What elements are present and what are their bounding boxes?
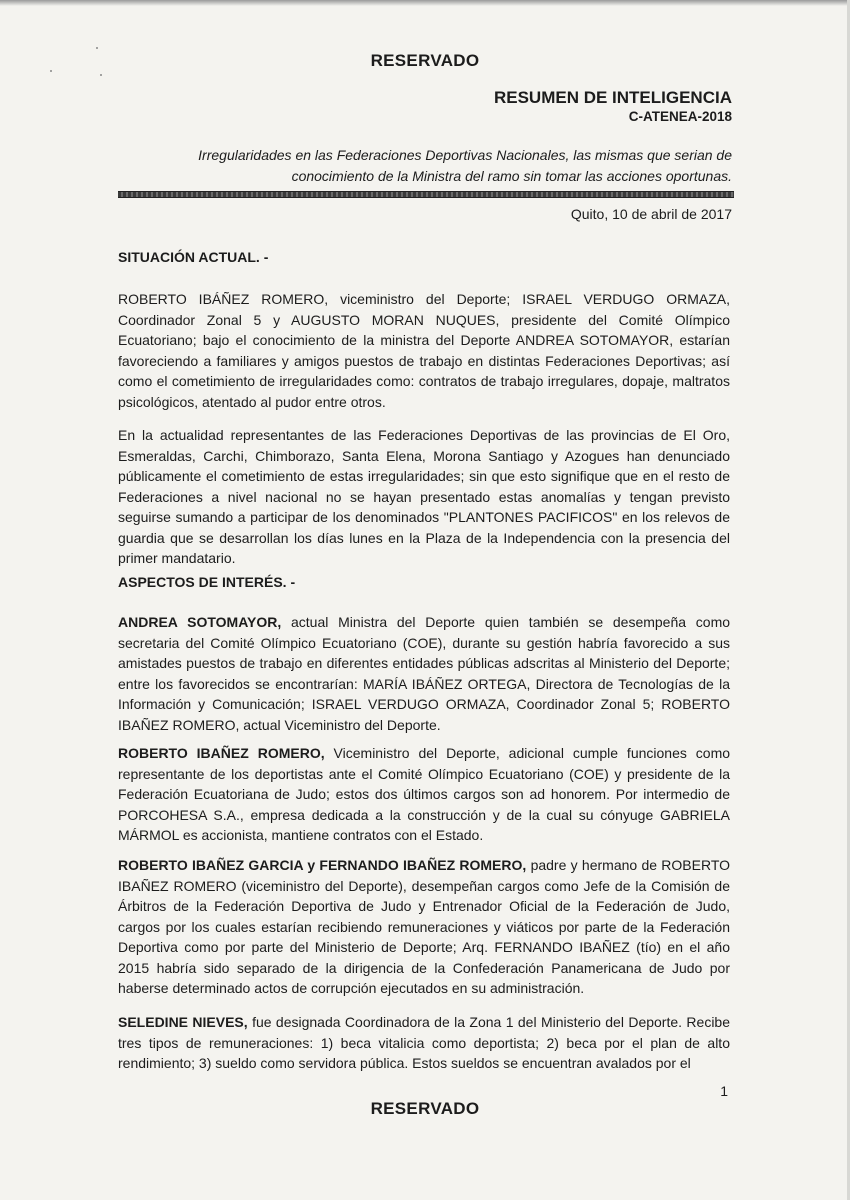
situacion-heading: SITUACIÓN ACTUAL. -	[118, 249, 269, 265]
person-name: SELEDINE NIEVES,	[118, 1014, 248, 1030]
document-subject: Irregularidades en las Federaciones Deportivas Nacionales, las mismas que serian de conocimiento de la Ministra del ramo sin tomar las acciones oportunas.	[198, 147, 732, 184]
situacion-paragraph-1: ROBERTO IBÁÑEZ ROMERO, viceministro del Deporte; ISRAEL VERDUGO ORMAZA, Coordinador Zonal 5 y AUGUSTO MORAN NUQUES, presidente del Comité Olímpico Ecuatoriano; bajo el conocimiento de la ministra del Deporte ANDREA SOTOMAYOR, estarían favoreciendo a familiares y amigos puestos de trabajo en distintas Federaciones Deportivas; así como el cometimiento de irregularidades como: contratos de trabajo irregulares, dopaje, maltratos psicológicos, atentado al pudor entre otros.	[118, 291, 730, 410]
scan-speck	[100, 74, 102, 76]
person-name: ROBERTO IBAÑEZ GARCIA y FERNANDO IBAÑEZ ROMERO,	[118, 857, 527, 873]
aspectos-heading: ASPECTOS DE INTERÉS. -	[118, 574, 296, 590]
person-name: ANDREA SOTOMAYOR,	[118, 614, 282, 630]
header-divider	[118, 191, 734, 198]
aspecto-paragraph	[118, 743, 730, 846]
person-name: ROBERTO IBAÑEZ ROMERO,	[118, 745, 325, 761]
aspecto-text: Viceministro del Deporte, adicional cumple funciones como representante de los deportistas ante el Comité Olímpico Ecuatoriano (COE) y presidente de la Federación Ecuatoriana de Judo; estos dos últimos cargos son ad honorem. Por intermedio de PORCOHESA S.A., empresa dedicada a la construcción y de la cual su cónyuge GABRIELA MÁRMOL es accionista, mantiene contratos con el Estado.	[118, 745, 731, 843]
classification-footer: RESERVADO	[370, 1099, 480, 1118]
aspecto-paragraph	[118, 1012, 730, 1074]
aspecto-text: fue designada Coordinadora de la Zona 1 del Ministerio del Deporte. Recibe tres tipos de remuneraciones: 1) beca vitalicia como deportista; 2) beca por el plan de alto rendimiento; 3) sueldo como servidora pública. Estos sueldos se encuentran avalados por el	[118, 1014, 731, 1071]
page-number: 1	[720, 1083, 728, 1099]
document-date: Quito, 10 de abril de 2017	[570, 206, 732, 222]
aspecto-paragraph	[118, 855, 730, 999]
scan-top-edge	[0, 0, 850, 6]
aspecto-text: padre y hermano de ROBERTO IBAÑEZ ROMERO (viceministro del Deporte), desempeñan cargos como Jefe de la Comisión de Árbitros de la Federación Deportiva de Judo y Entrenador Oficial de la Federación de Judo, cargos por los cuales estarían recibiendo remuneraciones y viáticos por parte de la Federación Deportiva como por parte del Ministerio de Deporte; Arq. FERNANDO IBAÑEZ (tío) en el año 2015 habría sido separado de la dirigencia de la Confederación Panamericana de Judo por haberse determinado actos de corrupción ejecutados en su administración.	[118, 857, 731, 996]
aspecto-paragraph	[118, 612, 730, 735]
situacion-paragraph-2: En la actualidad representantes de las Federaciones Deportivas de las provincias de El Oro, Esmeraldas, Carchi, Chimborazo, Santa Elena, Morona Santiago y Azogues han denunciado públicamente el cometimiento de estas irregularidades; sin que esto signifique que en el resto de Federaciones a nivel nacional no se hayan presentado estas anomalías y tengan previsto seguirse sumando a participar de los denominados "PLANTONES PACIFICOS" en los relevos de guardia que se desarrollan los días lunes en la Plaza de la Independencia con la presencia del primer mandatario.	[118, 427, 730, 566]
aspecto-text: actual Ministra del Deporte quien también se desempeña como secretaria del Comité Olímpico Ecuatoriano (COE), durante su gestión habría favorecido a sus amistades puestos de trabajo en diferentes entidades públicas adscritas al Ministerio del Deporte; entre los favorecidos se encontrarían: MARÍA IBÁÑEZ ORTEGA, Directora de Tecnologías de la Información y Comunicación; ISRAEL VERDUGO ORMAZA, Coordinador Zonal 5; ROBERTO IBAÑEZ ROMERO, actual Viceministro del Deporte.	[118, 614, 731, 733]
document-title: RESUMEN DE INTELIGENCIA	[493, 88, 732, 107]
classification-header: RESERVADO	[370, 51, 480, 70]
scan-speck	[96, 47, 98, 49]
document-code: C-ATENEA-2018	[628, 109, 732, 124]
